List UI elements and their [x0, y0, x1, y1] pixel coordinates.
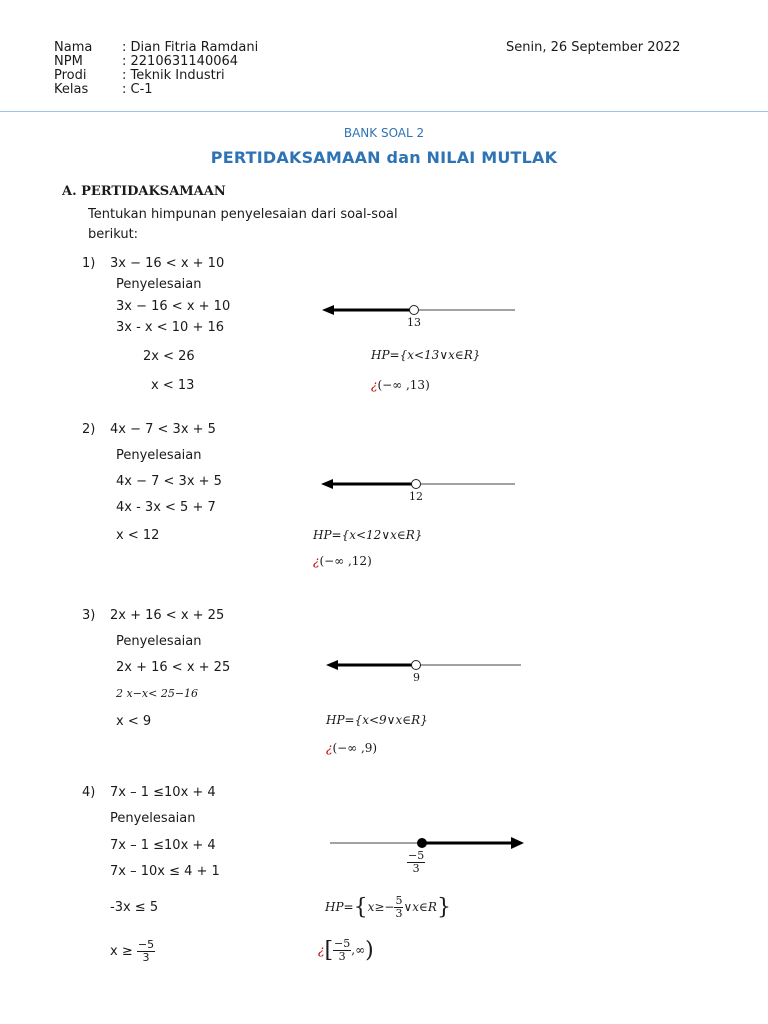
problem-2-interval-value: (−∞ ,12)	[319, 554, 372, 568]
problem-1-solution-label: Penyelesaian	[116, 277, 202, 292]
problem-1-hp: HP={x<13∨x∈R}	[371, 348, 481, 362]
problem-4-step-4-fraction: $\frac{-5}{3}$	[137, 938, 155, 964]
problem-3-solution-label: Penyelesaian	[116, 634, 202, 649]
problem-3-hp: HP={x<9∨x∈R}	[326, 713, 428, 727]
page-title: PERTIDAKSAMAAN dan NILAI MUTLAK	[210, 148, 558, 167]
problem-3-question: 2x + 16 < x + 25	[110, 608, 225, 623]
problem-4-hp-right: ∨x∈R	[403, 900, 437, 914]
problem-3-interval-mark: ¿	[326, 741, 333, 755]
problem-4-question: 7x – 1 ≤10x + 4	[110, 785, 216, 800]
problem-1-step-2: 3x - x < 10 + 16	[116, 320, 225, 335]
problem-1-interval-value: (−∞ ,13)	[377, 378, 430, 392]
problem-4-interval: ¿[ $\frac{-5}{3}$ ,∞)	[318, 937, 374, 963]
label-prodi: Prodi	[54, 68, 87, 83]
problem-4-number: 4)	[82, 785, 96, 800]
problem-4-interval-mark: ¿	[318, 943, 325, 957]
problem-1-step-1: 3x − 16 < x + 10	[116, 299, 231, 314]
value-name: : Dian Fitria Ramdani	[122, 40, 259, 55]
section-heading: A. PERTIDAKSAMAAN	[62, 184, 226, 199]
problem-1-interval-mark: ¿	[371, 378, 378, 392]
problem-3-step-2: 2 x−x< 25−16	[116, 687, 199, 700]
problem-4-hp-fraction: $\frac{5}{3}$	[395, 894, 403, 920]
problem-2-question: 4x − 7 < 3x + 5	[110, 422, 216, 437]
intro-line-1: Tentukan himpunan penyelesaian dari soal-soal	[88, 207, 398, 222]
problem-2-number: 2)	[82, 422, 96, 437]
value-kelas: : C-1	[122, 82, 153, 97]
problem-2-step-2: 4x - 3x < 5 + 7	[116, 500, 216, 515]
problem-3-number-line-label: 9	[413, 671, 420, 684]
problem-3-interval-value: (−∞ ,9)	[332, 741, 378, 755]
label-name: Nama	[54, 40, 93, 55]
problem-1-number: 1)	[82, 256, 96, 271]
value-prodi: : Teknik Industri	[122, 68, 225, 83]
problem-1-step-3: 2x < 26	[143, 349, 195, 364]
problem-4-interval-fraction: $\frac{-5}{3}$	[334, 937, 351, 963]
problem-4-hp: HP={x≥− $\frac{5}{3}$ ∨x∈R}	[325, 894, 451, 920]
problem-2-number-line-label: 12	[409, 490, 423, 503]
problem-4-step-1: 7x – 1 ≤10x + 4	[110, 838, 216, 853]
label-npm: NPM	[54, 54, 83, 69]
problem-1-question: 3x − 16 < x + 10	[110, 256, 225, 271]
problem-4-hp-prefix: HP=	[325, 900, 354, 914]
problem-2-interval-mark: ¿	[313, 554, 320, 568]
problem-3-number: 3)	[82, 608, 96, 623]
problem-3-step-3: x < 9	[116, 714, 152, 729]
problem-4-hp-left: x≥−	[367, 900, 395, 914]
value-npm: : 2210631140064	[122, 54, 239, 69]
intro-line-2: berikut:	[88, 227, 139, 242]
problem-1-number-line-label: 13	[407, 316, 421, 329]
page-subtitle: BANK SOAL 2	[343, 126, 425, 140]
problem-2-step-3: x < 12	[116, 528, 160, 543]
problem-2-hp: HP={x<12∨x∈R}	[313, 528, 423, 542]
problem-1-step-4: x < 13	[151, 378, 195, 393]
problem-2-step-1: 4x − 7 < 3x + 5	[116, 474, 222, 489]
problem-2-solution-label: Penyelesaian	[116, 448, 202, 463]
problem-4-step-2: 7x – 10x ≤ 4 + 1	[110, 864, 220, 879]
date: Senin, 26 September 2022	[506, 40, 681, 55]
problem-4-step-3: -3x ≤ 5	[110, 900, 159, 915]
problem-4-step-4-prefix: x ≥	[110, 944, 133, 959]
problem-4-solution-label: Penyelesaian	[110, 811, 196, 826]
problem-4-number-line-label: $\frac{-5}{3}$	[408, 849, 425, 875]
label-kelas: Kelas	[54, 82, 89, 97]
problem-3-step-1: 2x + 16 < x + 25	[116, 660, 231, 675]
problem-4-interval-right: ,∞	[351, 943, 366, 957]
